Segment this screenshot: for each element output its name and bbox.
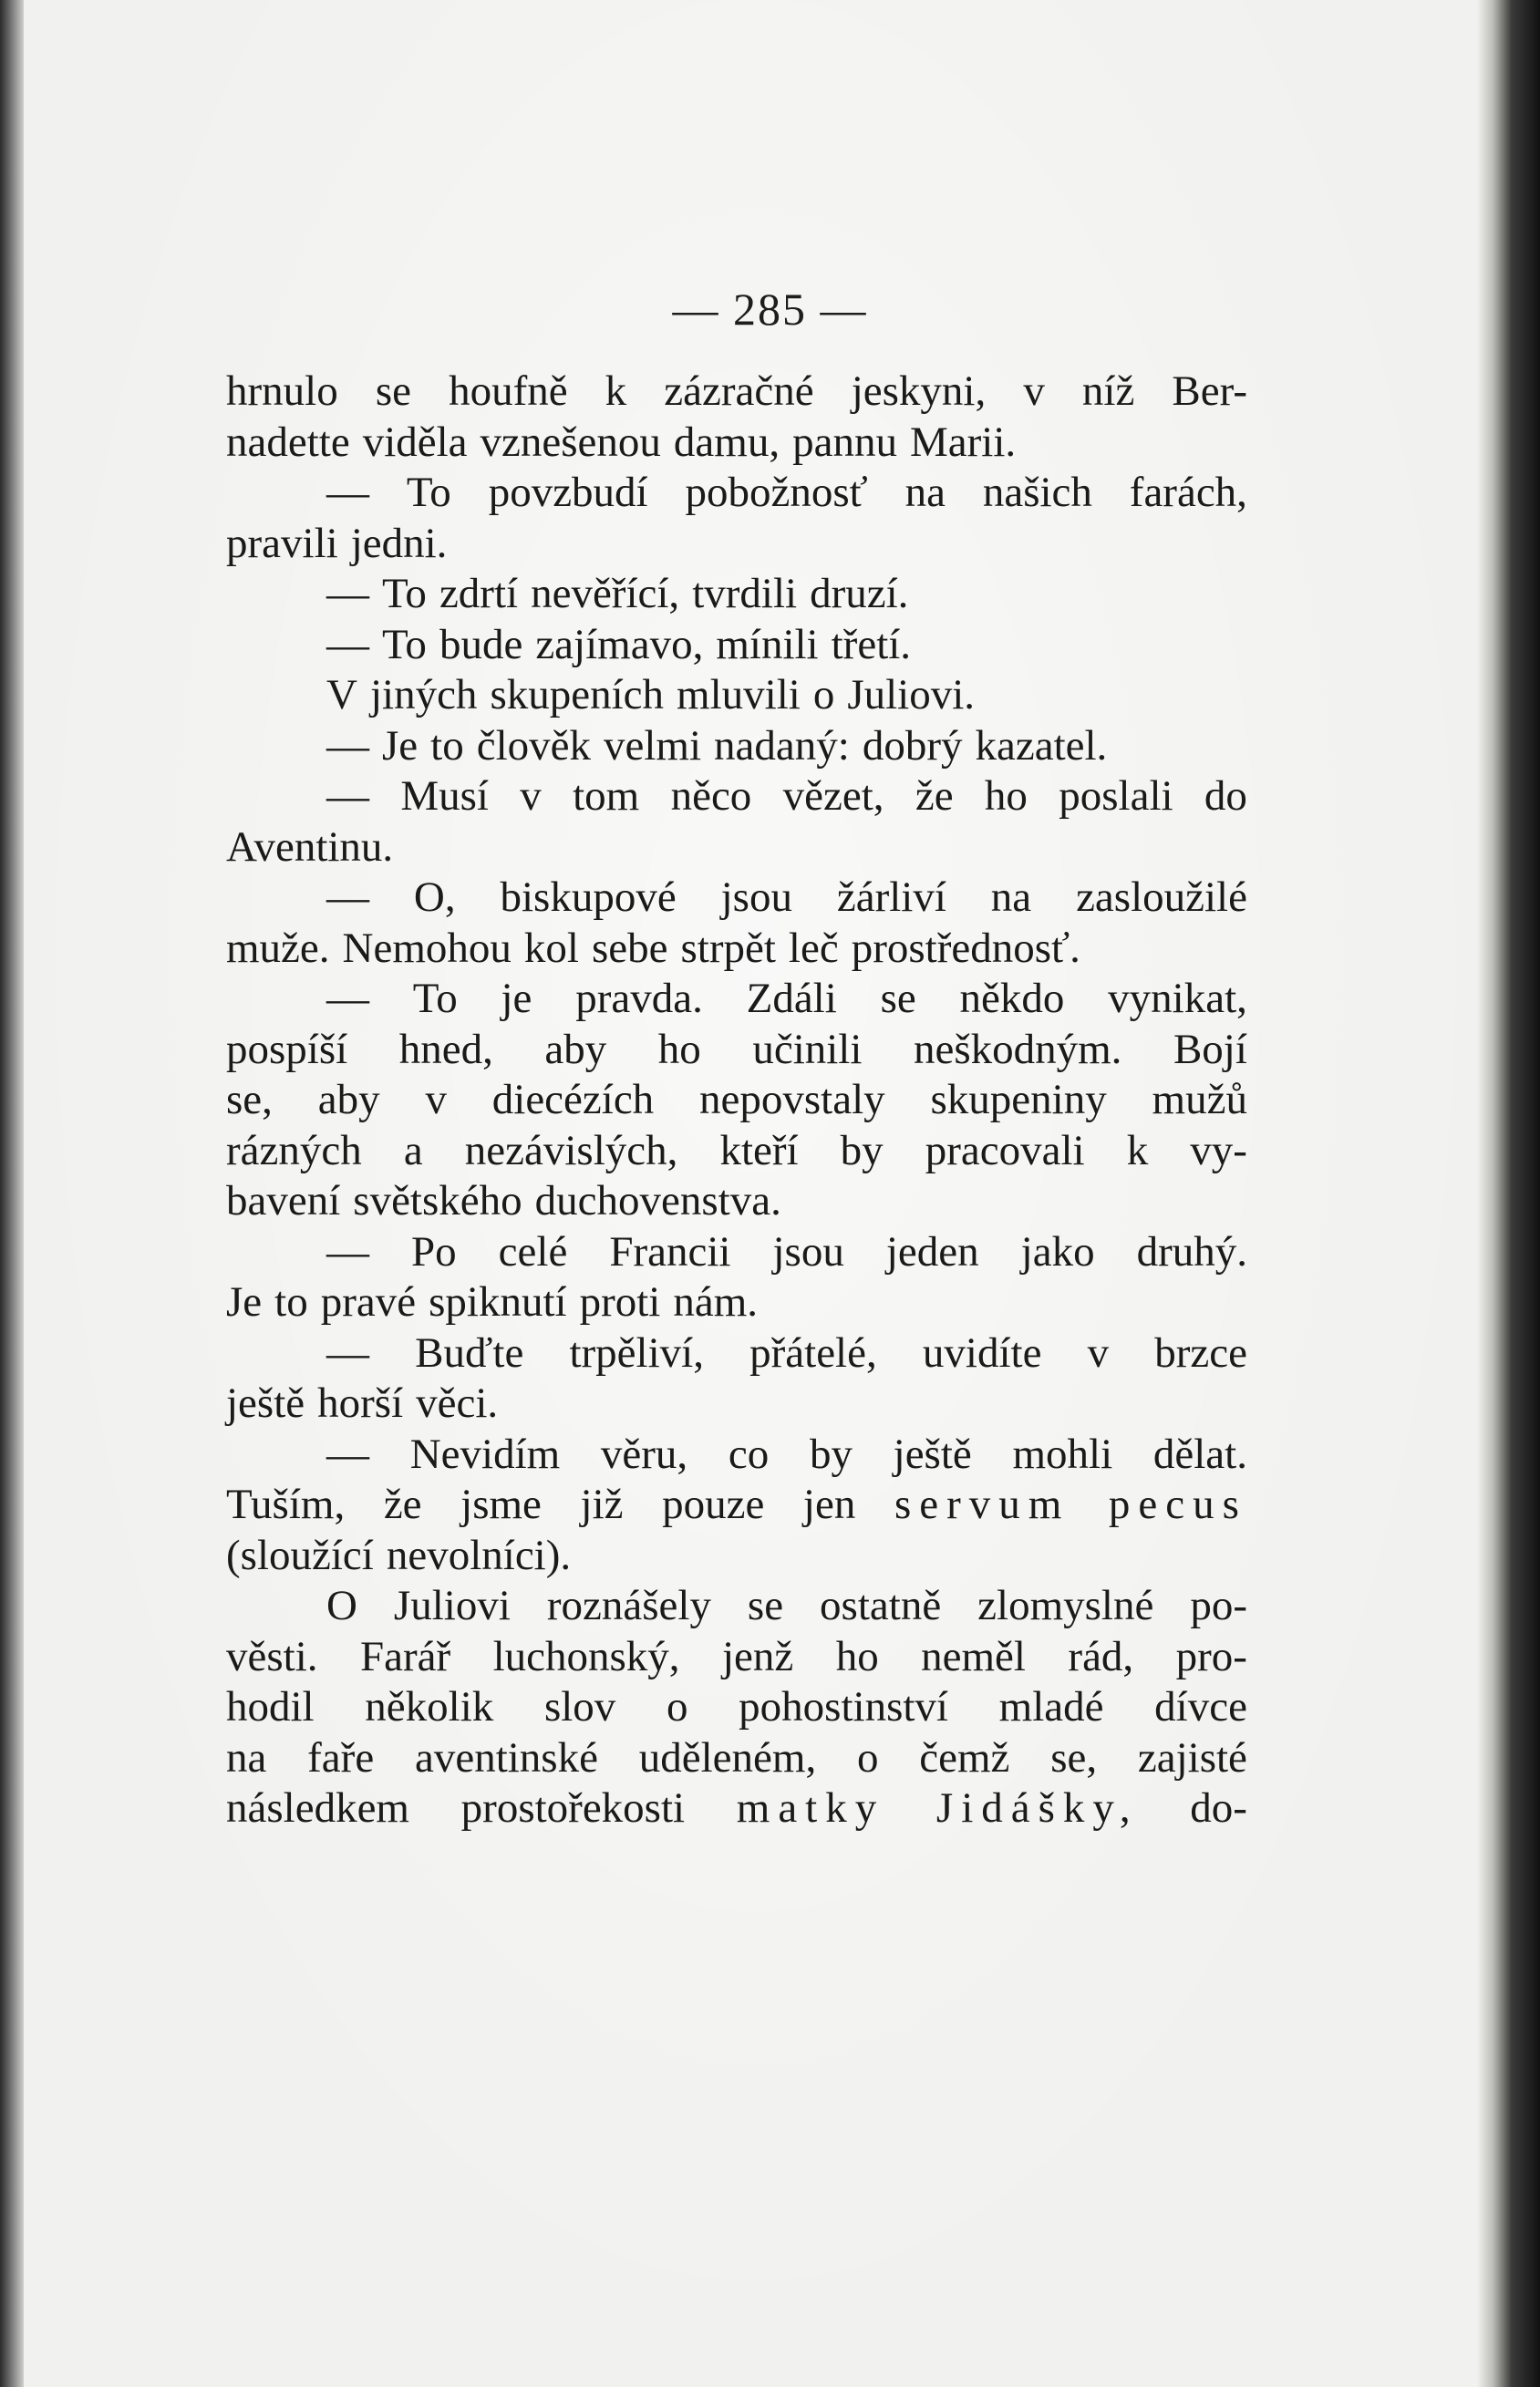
word: roznášely — [546, 1582, 711, 1629]
word: diecézích — [491, 1076, 655, 1123]
word: rázných — [226, 1126, 362, 1174]
word: našich — [982, 469, 1092, 516]
word: bavení — [226, 1177, 341, 1224]
word: pohostinství — [739, 1683, 948, 1731]
word: jako — [1020, 1227, 1095, 1276]
word: by — [840, 1126, 884, 1174]
word: na — [904, 469, 946, 516]
text-line — [226, 974, 1247, 1025]
text-line — [226, 1176, 1247, 1227]
word: tom — [573, 772, 640, 820]
word: se, — [1050, 1733, 1098, 1782]
word: — — [326, 620, 369, 668]
word: biskupové — [500, 873, 677, 921]
word: skupeních — [490, 671, 665, 718]
word: Nevidím — [409, 1430, 561, 1478]
word: uděleném, — [638, 1733, 817, 1782]
word: — — [326, 873, 369, 921]
body-text — [226, 367, 1247, 1834]
word: po- — [1190, 1582, 1247, 1629]
word: pannu — [792, 418, 897, 466]
word: v — [1087, 1328, 1110, 1377]
word: — — [326, 772, 369, 820]
word: duchovenstva. — [534, 1177, 781, 1224]
word: ho — [657, 1025, 701, 1073]
word: jsou — [772, 1227, 844, 1276]
word: na — [990, 873, 1032, 921]
text-line — [226, 1480, 1247, 1531]
word: tvrdili — [692, 570, 798, 617]
word: mohli — [1012, 1430, 1113, 1478]
word: Buďte — [415, 1328, 524, 1377]
word: nepovstaly — [699, 1076, 885, 1123]
word: člověk — [476, 721, 591, 770]
word: aventinské — [414, 1733, 598, 1782]
word: zdrtí — [439, 570, 519, 617]
word: ještě — [226, 1380, 305, 1427]
word: v — [1023, 367, 1045, 415]
word: To — [412, 975, 458, 1022]
text-line — [226, 822, 1247, 873]
word: jsme — [460, 1481, 542, 1528]
word: někdo — [959, 975, 1065, 1022]
word: přátelé, — [749, 1328, 877, 1377]
word: vy- — [1190, 1126, 1247, 1174]
word: leč — [788, 924, 839, 972]
word: do- — [1190, 1784, 1247, 1832]
word: zlomyslné — [977, 1582, 1154, 1629]
word: faře — [307, 1733, 375, 1782]
word: Francii — [609, 1227, 731, 1276]
word: prostřednosť. — [851, 924, 1080, 972]
text-line — [226, 1025, 1247, 1076]
word: jsou — [720, 873, 792, 921]
word: nadette — [226, 418, 350, 466]
text-line — [226, 1531, 1247, 1582]
word: o — [856, 1733, 879, 1782]
word: pro- — [1175, 1632, 1247, 1680]
word: ho — [835, 1632, 879, 1680]
word: jeden — [885, 1227, 979, 1276]
word: jenž — [721, 1632, 794, 1680]
word: Ber- — [1172, 367, 1247, 415]
word: luchonský, — [492, 1632, 680, 1680]
word: rád, — [1068, 1632, 1134, 1680]
word: něco — [670, 772, 752, 820]
word: k — [1126, 1126, 1149, 1174]
word: hodil — [226, 1683, 315, 1731]
word: pravé — [320, 1278, 417, 1326]
text-line — [226, 468, 1247, 519]
word: prostořekosti — [460, 1784, 686, 1832]
text-line — [226, 367, 1247, 418]
word: světského — [353, 1177, 522, 1224]
word: mluvili — [677, 671, 801, 718]
word: je — [501, 975, 532, 1022]
word: hrnulo — [226, 367, 338, 415]
word: kazatel. — [975, 721, 1108, 770]
word: velmi — [604, 721, 702, 770]
word: farách, — [1129, 469, 1247, 516]
word: třetí. — [831, 620, 912, 668]
word: Farář — [359, 1632, 451, 1680]
word: v — [520, 772, 542, 820]
word: Zdáli — [746, 975, 837, 1022]
text-line — [226, 1783, 1247, 1834]
word: Tuším, — [226, 1481, 346, 1528]
word: se — [880, 975, 916, 1022]
text-line — [226, 569, 1247, 620]
word: povzbudí — [488, 469, 648, 516]
word: skupeniny — [930, 1076, 1107, 1123]
word: zázračné — [664, 367, 814, 415]
text-line — [226, 1227, 1247, 1278]
word: ostatně — [820, 1582, 942, 1629]
word: Musí — [400, 772, 489, 820]
word: Juliovi — [393, 1582, 511, 1629]
word: To — [382, 570, 427, 617]
word: následkem — [226, 1784, 409, 1832]
text-line — [226, 1075, 1247, 1126]
word: — — [326, 721, 369, 770]
word: jedni. — [350, 519, 448, 567]
word: jen — [802, 1481, 856, 1528]
word: poslali — [1059, 772, 1173, 820]
word: O — [326, 1582, 357, 1629]
word: — — [326, 570, 369, 617]
word: ještě — [893, 1430, 972, 1478]
text-line — [226, 1126, 1247, 1177]
word: strpět — [680, 924, 776, 972]
text-line — [226, 1379, 1247, 1430]
text-line — [226, 1733, 1247, 1784]
word: brzce — [1154, 1328, 1247, 1377]
word: dobrý — [862, 721, 963, 770]
word: žárliví — [836, 873, 946, 921]
word: druhý. — [1136, 1227, 1247, 1276]
word: Po — [411, 1227, 457, 1276]
word: druzí. — [810, 570, 909, 617]
word: čemž — [919, 1733, 1010, 1782]
word: do — [1204, 772, 1247, 820]
word: níž — [1081, 367, 1135, 415]
word: mladé — [998, 1683, 1104, 1731]
word: mužů — [1152, 1076, 1247, 1123]
word: že — [383, 1481, 422, 1528]
word: proti — [579, 1278, 661, 1326]
word: co — [728, 1430, 770, 1478]
word: pouze — [662, 1481, 765, 1528]
word: — — [326, 1227, 369, 1276]
word: bude — [439, 620, 523, 668]
word: Juliovi. — [847, 671, 976, 718]
text-line — [226, 519, 1247, 570]
word: pobožnosť — [685, 469, 868, 516]
word: kteří — [719, 1126, 799, 1174]
word: pracovali — [925, 1126, 1085, 1174]
word: neměl — [921, 1632, 1026, 1680]
word: matky — [736, 1784, 885, 1832]
text-line — [226, 1328, 1247, 1380]
text-line — [226, 924, 1247, 975]
word: To — [382, 620, 427, 668]
word: uvidíte — [922, 1328, 1042, 1377]
text-line — [226, 721, 1247, 772]
word: celé — [498, 1227, 568, 1276]
word: učinili — [752, 1025, 863, 1073]
word: — — [326, 469, 369, 516]
word: — — [326, 1328, 369, 1377]
word: nevolníci). — [386, 1531, 572, 1579]
word: již — [580, 1481, 624, 1528]
word: dívce — [1154, 1683, 1247, 1731]
word: by — [809, 1430, 853, 1478]
text-line — [226, 1430, 1247, 1481]
word: horší — [317, 1380, 404, 1427]
word: pravda. — [575, 975, 703, 1022]
word: se, — [226, 1076, 273, 1123]
word: Je — [382, 721, 419, 770]
text-line — [226, 418, 1247, 469]
word: damu, — [673, 418, 780, 466]
word: spiknutí — [429, 1278, 567, 1326]
word: nám. — [673, 1278, 759, 1326]
word: Jidášky, — [935, 1784, 1139, 1832]
word: několik — [365, 1683, 494, 1731]
word: věsti. — [226, 1632, 318, 1680]
page-number: — 285 — — [672, 284, 868, 335]
word: dělat. — [1152, 1430, 1247, 1478]
word: to — [430, 721, 464, 770]
word: vznešenou — [480, 418, 661, 466]
word: o — [666, 1683, 688, 1731]
word: servum — [894, 1481, 1070, 1528]
word: se — [375, 367, 411, 415]
word: nadaný: — [714, 721, 850, 770]
word: pravili — [226, 519, 338, 567]
word: nevěřící, — [531, 570, 680, 617]
word: (sloužící — [226, 1531, 374, 1579]
word: to — [274, 1278, 308, 1326]
word: se — [747, 1582, 784, 1629]
word: houfně — [449, 367, 568, 415]
text-line — [226, 670, 1247, 721]
word: v — [425, 1076, 447, 1123]
text-line — [226, 620, 1247, 671]
word: a — [403, 1126, 423, 1174]
page-left-edge — [0, 0, 24, 2387]
text-line — [226, 1682, 1247, 1733]
word: věru, — [600, 1430, 688, 1478]
word: nezávislých, — [464, 1126, 678, 1174]
word: viděla — [362, 418, 468, 466]
word: V — [326, 671, 357, 718]
word: aby — [544, 1025, 607, 1073]
word: věci. — [416, 1380, 499, 1427]
word: Je — [226, 1278, 263, 1326]
word: aby — [317, 1076, 380, 1123]
word: vězet, — [782, 772, 884, 820]
word: Nemohou — [342, 924, 512, 972]
word: sebe — [591, 924, 668, 972]
word: že — [915, 772, 954, 820]
word: o — [812, 671, 835, 718]
word: slov — [543, 1683, 616, 1731]
page-right-edge — [1477, 0, 1540, 2387]
text-line — [226, 1277, 1247, 1328]
word: zasloužilé — [1076, 873, 1247, 921]
word: zajisté — [1137, 1733, 1247, 1782]
word: — — [326, 975, 369, 1022]
word: Marii. — [909, 418, 1017, 466]
word: na — [226, 1733, 267, 1782]
word: jeskyni, — [851, 367, 987, 415]
word: k — [605, 367, 627, 415]
word: pospíší — [226, 1025, 348, 1073]
word: vynikat, — [1108, 975, 1247, 1022]
text-line — [226, 771, 1247, 822]
text-line — [226, 1581, 1247, 1632]
word: — — [326, 1430, 369, 1478]
word: hned, — [398, 1025, 493, 1073]
text-line — [226, 873, 1247, 924]
word: neškodným. — [913, 1025, 1122, 1073]
word: O, — [413, 873, 456, 921]
word: jiných — [369, 671, 478, 718]
word: Aventinu. — [226, 822, 394, 871]
word: ho — [984, 772, 1028, 820]
word: pecus — [1108, 1481, 1247, 1528]
word: mínili — [716, 620, 819, 668]
text-line — [226, 1632, 1247, 1683]
word: To — [406, 469, 451, 516]
word: kol — [523, 924, 579, 972]
word: Bojí — [1173, 1025, 1247, 1073]
word: trpěliví, — [569, 1328, 704, 1377]
word: muže. — [226, 924, 330, 972]
word: zajímavo, — [535, 620, 704, 668]
